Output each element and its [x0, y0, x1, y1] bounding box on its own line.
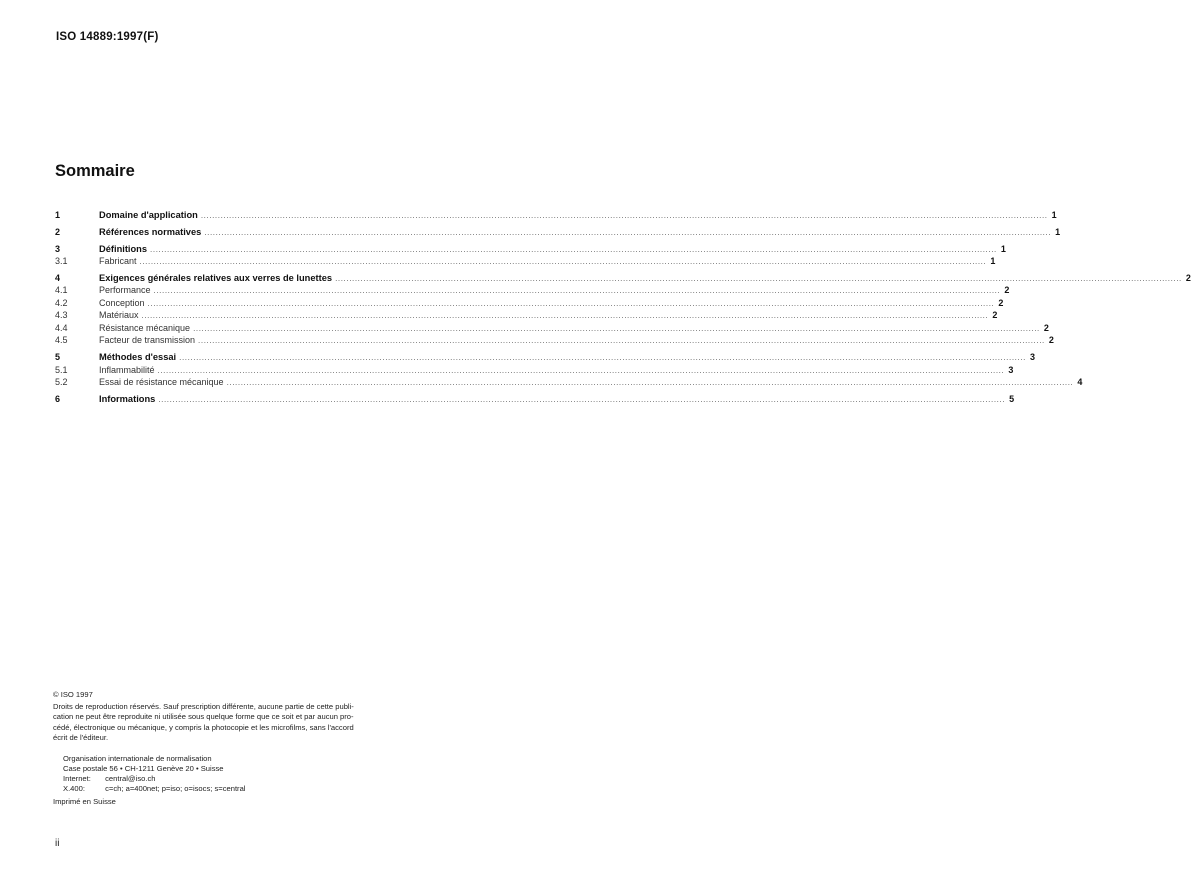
toc-entry[interactable] [55, 255, 996, 268]
toc-entry-title: Domaine d'application [99, 210, 198, 220]
toc-entry-page: 1 [1051, 210, 1057, 220]
toc-leader-dots: ............................................................................................................................................................................................................................................................................................................ [200, 211, 1048, 220]
toc-entry[interactable] [55, 284, 1010, 297]
toc-entry[interactable] [55, 376, 1083, 389]
toc-entry-title: Méthodes d'essai [99, 352, 177, 363]
toc-entry-page: 2 [992, 310, 998, 321]
toc-entry[interactable] [55, 393, 1015, 406]
copyright-line: écrit de l'éditeur. [53, 732, 109, 742]
toc-entry-title: Résistance mécanique [99, 322, 191, 333]
x400-value: c=ch; a=400net; p=iso; o=isocs; s=central [105, 784, 246, 794]
toc-entry[interactable] [55, 309, 998, 322]
toc-entry-title: Inflammabilité [99, 364, 155, 375]
x400-label: X.400: [63, 784, 85, 794]
toc-entry-page: 1 [1000, 243, 1006, 254]
copyright-block [53, 690, 393, 743]
toc-entry-title: Informations [99, 393, 156, 404]
printed-in: Imprimé en Suisse [53, 797, 116, 806]
toc-entry-page: 3 [1029, 352, 1035, 363]
internet-label: Internet: [63, 774, 91, 783]
copyright-line: Droits de reproduction réservés. Sauf prescription différente, aucune partie de cette publi- [53, 702, 354, 712]
organization-name: Organisation internationale de normalisation [63, 754, 212, 763]
toc-entry-number: 4.4 [55, 322, 68, 333]
toc-entry-page: 1 [1055, 226, 1061, 237]
contact-info [63, 774, 246, 794]
toc-leader-dots: ............................................................................................................................................................................................................................................................................................................ [158, 394, 1006, 404]
toc-entry-title: Définitions [99, 243, 148, 254]
toc-leader-dots: ............................................................................................................................................................................................................................................................................................................ [198, 336, 1045, 346]
toc-leader-dots: ............................................................................................................................................................................................................................................................................................................ [141, 311, 989, 321]
toc-entry-page: 1 [990, 256, 996, 267]
toc-entry-number: 3 [55, 243, 61, 254]
toc-entry-number: 4.3 [55, 310, 68, 321]
toc-entry[interactable] [55, 272, 1191, 285]
toc-entry[interactable] [55, 364, 1014, 377]
toc-entry-title: Conception [99, 297, 145, 308]
toc-entry-page: 2 [1043, 322, 1049, 333]
toc-entry-page: 2 [1048, 335, 1054, 346]
toc-entry-page: 3 [1008, 364, 1014, 375]
toc-entry-title: Exigences générales relatives aux verres de lunettes [99, 272, 333, 283]
table-of-contents [55, 209, 1191, 405]
toc-entry-number: 5.2 [55, 377, 68, 388]
page-title: Sommaire [55, 162, 135, 180]
page-number: ii [55, 838, 60, 849]
toc-entry-number: 5 [55, 352, 61, 363]
toc-entry-number: 5.1 [55, 364, 68, 375]
toc-entry-page: 5 [1009, 393, 1015, 404]
toc-entry-number: 6 [55, 393, 61, 404]
toc-entry[interactable] [55, 322, 1049, 335]
toc-leader-dots: ............................................................................................................................................................................................................................................................................................................ [139, 257, 987, 267]
toc-leader-dots: ............................................................................................................................................................................................................................................................................................................ [179, 353, 1026, 363]
toc-entry-number: 4.2 [55, 297, 68, 308]
toc-entry-number: 1 [55, 210, 61, 220]
toc-entry[interactable] [55, 243, 1006, 256]
toc-leader-dots: ............................................................................................................................................................................................................................................................................................................ [150, 244, 997, 254]
toc-entry-title: Fabricant [99, 256, 137, 267]
toc-entry-number: 4 [55, 272, 61, 283]
toc-entry-title: Facteur de transmission [99, 335, 196, 346]
toc-leader-dots: ............................................................................................................................................................................................................................................................................................................ [193, 323, 1040, 333]
toc-entry-number: 2 [55, 226, 61, 237]
copyright-line: cation ne peut être reproduite ni utilisée sous quelque forme que ce soit et par aucun pro- [53, 712, 354, 722]
toc-entry-title: Matériaux [99, 310, 139, 321]
toc-entry-number: 3.1 [55, 256, 68, 267]
toc-leader-dots: ............................................................................................................................................................................................................................................................................................................ [226, 378, 1074, 388]
copyright-line: cédé, électronique ou mécanique, y compris la photocopie et les microfilms, sans l'accord [53, 722, 354, 732]
copyright-notice: © ISO 1997 [53, 690, 93, 699]
toc-leader-dots: ............................................................................................................................................................................................................................................................................................................ [204, 227, 1052, 237]
toc-entry[interactable] [55, 226, 1061, 239]
toc-leader-dots: ............................................................................................................................................................................................................................................................................................................ [157, 365, 1005, 375]
document-code: ISO 14889:1997(F) [56, 31, 159, 43]
toc-entry[interactable] [55, 351, 1035, 364]
toc-entry-page: 4 [1077, 377, 1083, 388]
toc-entry-number: 4.5 [55, 335, 68, 346]
toc-entry-number: 4.1 [55, 285, 68, 296]
postal-address: Case postale 56 • CH-1211 Genève 20 • Suisse [63, 764, 224, 774]
toc-leader-dots: ............................................................................................................................................................................................................................................................................................................ [147, 298, 995, 308]
organization-address [63, 754, 224, 774]
toc-entry-page: 2 [1004, 285, 1010, 296]
toc-entry-title: Performance [99, 285, 151, 296]
toc-entry[interactable] [55, 209, 1057, 222]
internet-value: central@iso.ch [105, 774, 156, 783]
toc-entry-title: Références normatives [99, 226, 202, 237]
toc-entry-page: 2 [1185, 272, 1191, 283]
toc-entry[interactable] [55, 297, 1004, 310]
toc-entry-title: Essai de résistance mécanique [99, 377, 224, 388]
toc-leader-dots: ............................................................................................................................................................................................................................................................................................................ [335, 273, 1182, 283]
toc-leader-dots: ............................................................................................................................................................................................................................................................................................................ [153, 286, 1001, 296]
toc-entry[interactable] [55, 334, 1054, 347]
toc-entry-page: 2 [998, 297, 1004, 308]
